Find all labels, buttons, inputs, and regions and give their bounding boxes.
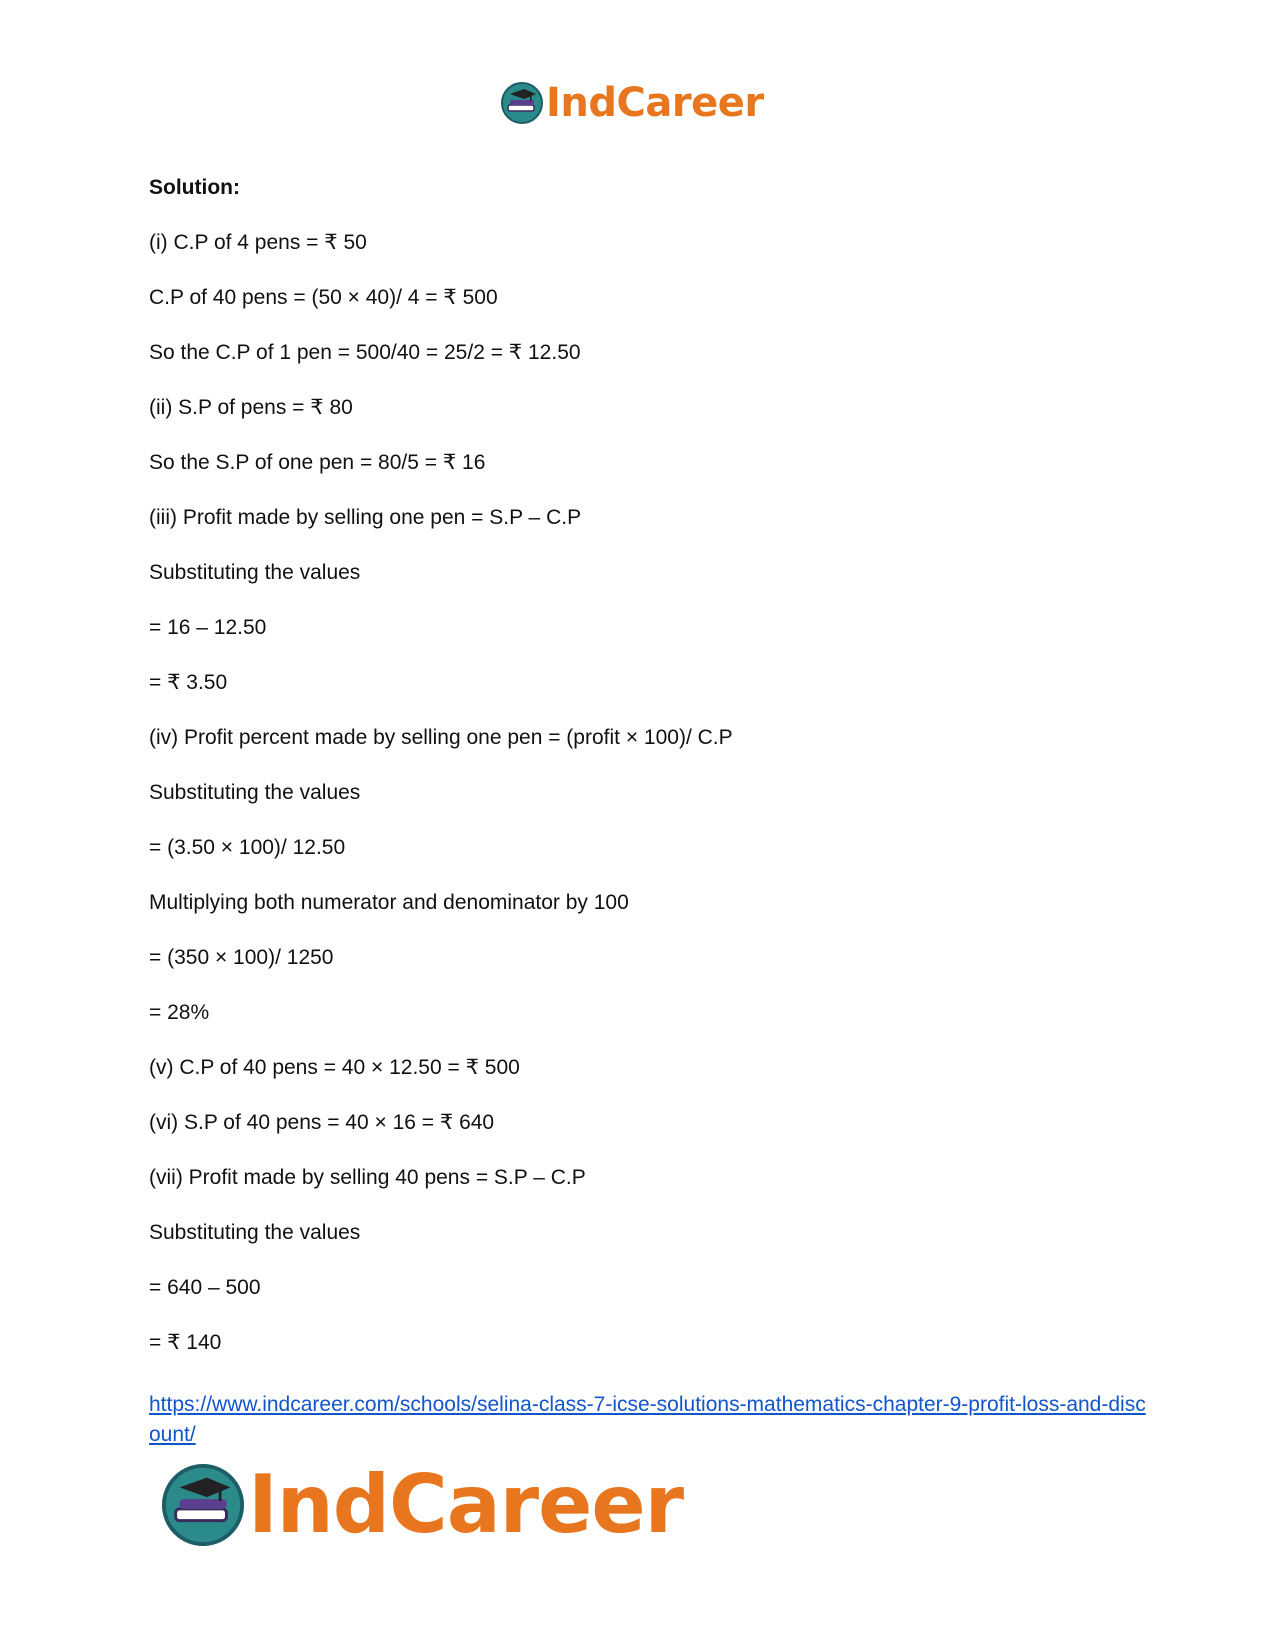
solution-line: = 640 – 500	[149, 1276, 261, 1299]
solution-line: (i) C.P of 4 pens = ₹ 50	[149, 231, 367, 254]
solution-line: (v) C.P of 40 pens = 40 × 12.50 = ₹ 500	[149, 1056, 520, 1079]
solution-heading: Solution:	[149, 176, 240, 199]
solution-line: Substituting the values	[149, 781, 361, 804]
solution-line: Substituting the values	[149, 1221, 361, 1244]
solution-line: = (3.50 × 100)/ 12.50	[149, 836, 346, 859]
header-logo	[500, 78, 764, 128]
solution-line: Multiplying both numerator and denominator by 100	[149, 891, 629, 914]
solution-line: = ₹ 3.50	[149, 671, 228, 694]
solution-line: = (350 × 100)/ 1250	[149, 946, 334, 969]
graduation-books-icon	[160, 1462, 246, 1548]
solution-line: (iv) Profit percent made by selling one pen = (profit × 100)/ C.P	[149, 726, 733, 749]
solution-line: So the C.P of 1 pen = 500/40 = 25/2 = ₹ 12.50	[149, 341, 581, 364]
solution-line: Substituting the values	[149, 561, 361, 584]
solution-body	[149, 174, 1129, 1384]
solution-line: (vii) Profit made by selling 40 pens = S.P – C.P	[149, 1166, 586, 1189]
footer-logo-text: IndCareer	[248, 1458, 684, 1551]
source-link[interactable]: https://www.indcareer.com/schools/selina-class-7-icse-solutions-mathematics-chapter-9-profit-loss-and-discount/	[149, 1393, 1146, 1446]
solution-line: = ₹ 140	[149, 1331, 222, 1354]
solution-line: (iii) Profit made by selling one pen = S.P – C.P	[149, 506, 582, 529]
solution-line: (vi) S.P of 40 pens = 40 × 16 = ₹ 640	[149, 1111, 495, 1134]
solution-line: (ii) S.P of pens = ₹ 80	[149, 396, 353, 419]
solution-line: = 16 – 12.50	[149, 616, 267, 639]
solution-line: C.P of 40 pens = (50 × 40)/ 4 = ₹ 500	[149, 286, 498, 309]
solution-line: = 28%	[149, 1001, 210, 1024]
header-logo-text: IndCareer	[546, 80, 764, 126]
graduation-books-icon	[500, 81, 544, 125]
footer-logo	[160, 1460, 683, 1550]
solution-line: So the S.P of one pen = 80/5 = ₹ 16	[149, 451, 486, 474]
